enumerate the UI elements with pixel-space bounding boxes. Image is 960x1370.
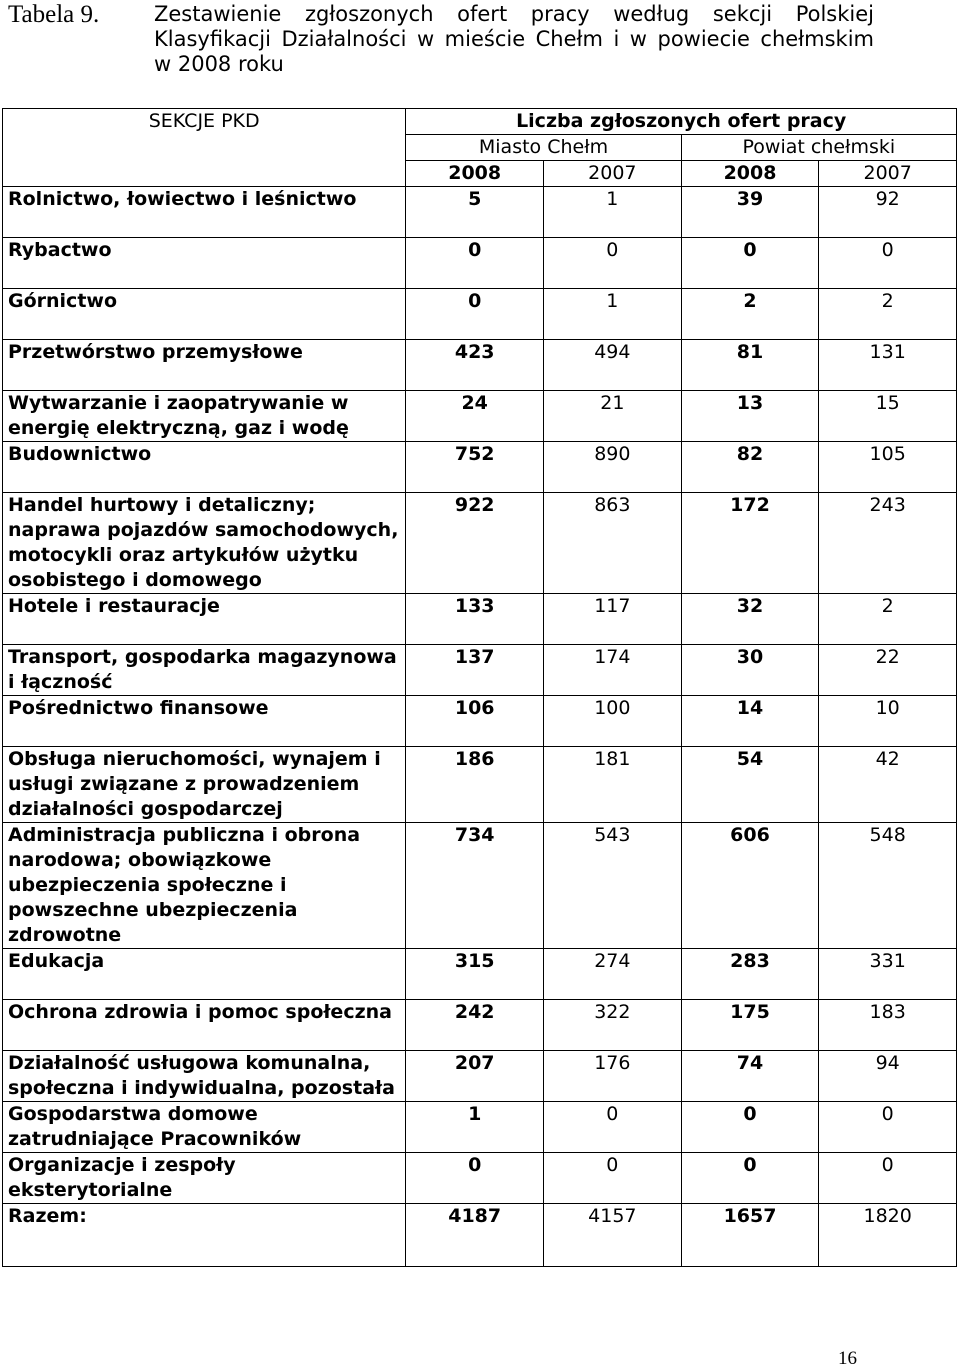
section-name: Pośrednictwo finansowe: [3, 696, 406, 747]
value-cell: 133: [406, 594, 544, 645]
value-cell: 548: [819, 823, 957, 949]
value-cell: 172: [681, 493, 819, 594]
header-year: 2008: [406, 161, 544, 187]
section-name: Przetwórstwo przemysłowe: [3, 340, 406, 391]
value-cell: 606: [681, 823, 819, 949]
section-name: Wytwarzanie i zaopatrywanie w energię elektryczną, gaz i wodę: [3, 391, 406, 442]
section-name: Gospodarstwa domowe zatrudniające Pracowników: [3, 1102, 406, 1153]
value-cell: 1: [544, 187, 682, 238]
value-cell: 131: [819, 340, 957, 391]
value-cell: 0: [681, 1153, 819, 1204]
value-cell: 243: [819, 493, 957, 594]
value-cell: 42: [819, 747, 957, 823]
header-row: [3, 109, 957, 135]
title-line: w 2008 roku: [154, 52, 284, 76]
header-sections: SEKCJE PKD: [3, 109, 406, 187]
table-row: [3, 238, 957, 289]
section-name: Górnictwo: [3, 289, 406, 340]
value-cell: 890: [544, 442, 682, 493]
value-cell: 22: [819, 645, 957, 696]
value-cell: 2: [819, 289, 957, 340]
table-row: [3, 289, 957, 340]
value-cell: 82: [681, 442, 819, 493]
value-cell: 30: [681, 645, 819, 696]
value-cell: 105: [819, 442, 957, 493]
value-cell: 14: [681, 696, 819, 747]
page-number: 16: [838, 1348, 857, 1369]
value-cell: 2: [819, 594, 957, 645]
section-name: Obsługa nieruchomości, wynajem i usługi związane z prowadzeniem działalności gospodarczej: [3, 747, 406, 823]
value-cell: 283: [681, 949, 819, 1000]
section-name: Edukacja: [3, 949, 406, 1000]
table-label: Tabela 9.: [8, 1, 100, 28]
value-cell: 752: [406, 442, 544, 493]
table-row: [3, 949, 957, 1000]
section-name: Rybactwo: [3, 238, 406, 289]
value-cell: 423: [406, 340, 544, 391]
value-cell: 1: [544, 289, 682, 340]
table-row: [3, 1051, 957, 1102]
value-cell: 0: [406, 238, 544, 289]
value-cell: 117: [544, 594, 682, 645]
value-cell: 81: [681, 340, 819, 391]
header-year: 2008: [681, 161, 819, 187]
value-cell: 5: [406, 187, 544, 238]
section-name: Handel hurtowy i detaliczny; naprawa pojazdów samochodowych, motocykli oraz artykułów użytku osobistego i domowego: [3, 493, 406, 594]
value-cell: 100: [544, 696, 682, 747]
value-cell: 174: [544, 645, 682, 696]
table-row: [3, 1153, 957, 1204]
value-cell: 183: [819, 1000, 957, 1051]
section-name: Budownictwo: [3, 442, 406, 493]
table-row: [3, 1102, 957, 1153]
value-cell: 181: [544, 747, 682, 823]
section-name: Hotele i restauracje: [3, 594, 406, 645]
table-row: [3, 340, 957, 391]
section-name: Działalność usługowa komunalna, społeczna i indywidualna, pozostała: [3, 1051, 406, 1102]
title-line: Klasyfikacji Działalności w mieście Chełm i w powiecie chełmskim: [154, 27, 874, 51]
value-cell: 175: [681, 1000, 819, 1051]
value-cell: 0: [406, 289, 544, 340]
value-cell: 137: [406, 645, 544, 696]
value-cell: 4187: [406, 1204, 544, 1267]
value-cell: 734: [406, 823, 544, 949]
value-cell: 0: [544, 1102, 682, 1153]
section-name: Razem:: [3, 1204, 406, 1267]
value-cell: 242: [406, 1000, 544, 1051]
table-row: [3, 645, 957, 696]
title-line: Zestawienie zgłoszonych ofert pracy według sekcji Polskiej: [154, 2, 874, 26]
value-cell: 92: [819, 187, 957, 238]
value-cell: 54: [681, 747, 819, 823]
value-cell: 543: [544, 823, 682, 949]
value-cell: 74: [681, 1051, 819, 1102]
table-row: [3, 696, 957, 747]
header-city: Miasto Chełm: [406, 135, 681, 161]
table-title: [154, 2, 874, 77]
section-name: Rolnictwo, łowiectwo i leśnictwo: [3, 187, 406, 238]
value-cell: 10: [819, 696, 957, 747]
value-cell: 24: [406, 391, 544, 442]
value-cell: 331: [819, 949, 957, 1000]
value-cell: 176: [544, 1051, 682, 1102]
value-cell: 863: [544, 493, 682, 594]
header-year: 2007: [544, 161, 682, 187]
table-row: [3, 493, 957, 594]
value-cell: 274: [544, 949, 682, 1000]
value-cell: 4157: [544, 1204, 682, 1267]
value-cell: 0: [544, 1153, 682, 1204]
value-cell: 39: [681, 187, 819, 238]
value-cell: 0: [819, 1153, 957, 1204]
value-cell: 315: [406, 949, 544, 1000]
table-row: [3, 823, 957, 949]
value-cell: 0: [819, 238, 957, 289]
value-cell: 0: [681, 1102, 819, 1153]
value-cell: 1820: [819, 1204, 957, 1267]
value-cell: 1657: [681, 1204, 819, 1267]
table-row: [3, 594, 957, 645]
value-cell: 106: [406, 696, 544, 747]
value-cell: 15: [819, 391, 957, 442]
section-name: Ochrona zdrowia i pomoc społeczna: [3, 1000, 406, 1051]
table-row: [3, 391, 957, 442]
header-year: 2007: [819, 161, 957, 187]
section-name: Administracja publiczna i obrona narodowa; obowiązkowe ubezpieczenia społeczne i powszechne ubezpieczenia zdrowotne: [3, 823, 406, 949]
value-cell: 0: [544, 238, 682, 289]
value-cell: 322: [544, 1000, 682, 1051]
value-cell: 0: [406, 1153, 544, 1204]
section-name: Transport, gospodarka magazynowa i łączność: [3, 645, 406, 696]
offers-table: [2, 108, 957, 1267]
value-cell: 94: [819, 1051, 957, 1102]
header-group: Liczba zgłoszonych ofert pracy: [406, 109, 957, 135]
section-name: Organizacje i zespoły eksterytorialne: [3, 1153, 406, 1204]
table-row: [3, 442, 957, 493]
value-cell: 21: [544, 391, 682, 442]
value-cell: 0: [681, 238, 819, 289]
value-cell: 32: [681, 594, 819, 645]
table-row: [3, 1000, 957, 1051]
table-row: [3, 187, 957, 238]
table-row: [3, 747, 957, 823]
value-cell: 0: [819, 1102, 957, 1153]
value-cell: 186: [406, 747, 544, 823]
table-row: [3, 1204, 957, 1267]
value-cell: 13: [681, 391, 819, 442]
value-cell: 1: [406, 1102, 544, 1153]
value-cell: 494: [544, 340, 682, 391]
value-cell: 207: [406, 1051, 544, 1102]
header-county: Powiat chełmski: [681, 135, 956, 161]
value-cell: 2: [681, 289, 819, 340]
value-cell: 922: [406, 493, 544, 594]
